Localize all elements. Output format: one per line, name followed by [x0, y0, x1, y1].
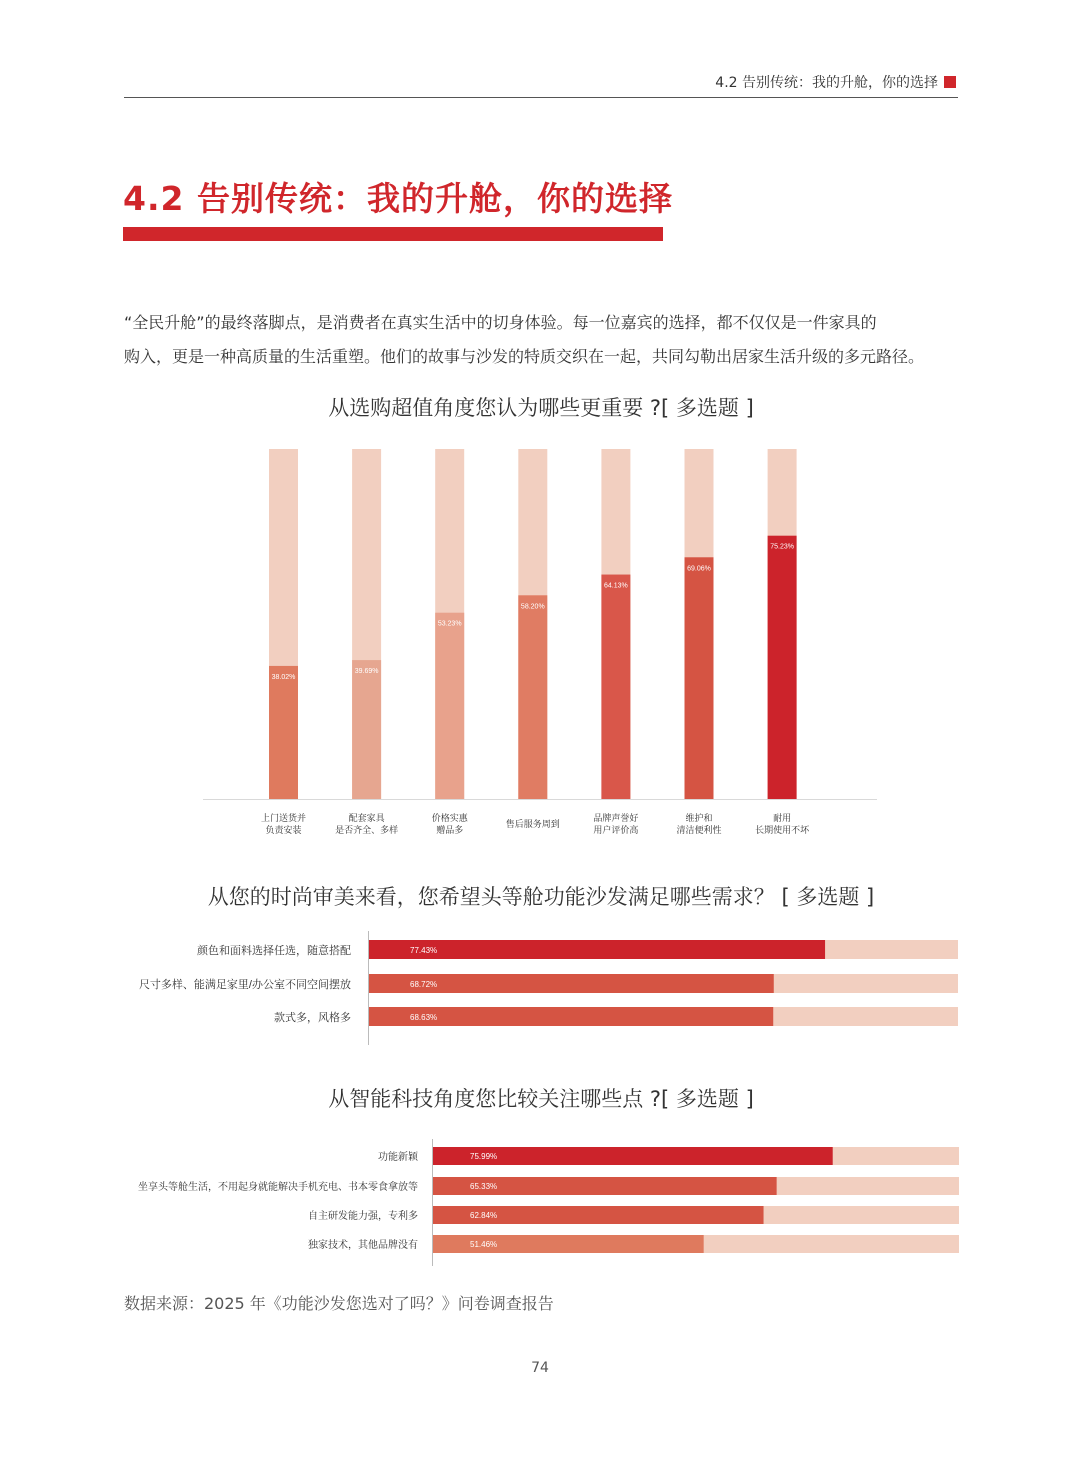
- chart-2-data-label-1: 68.72%: [410, 980, 438, 989]
- chart-1-category-label-3-0: 售后服务周到: [505, 819, 560, 829]
- running-header-title: 4.2 告别传统：我的升舱，你的选择: [715, 75, 938, 91]
- chart-3-data-label-2: 62.84%: [470, 1211, 498, 1220]
- page-number: 74: [531, 1360, 549, 1376]
- chart-1-bar-6: [768, 536, 797, 799]
- chart-1-category-label-4-1: 用户评价高: [593, 825, 639, 835]
- chart-1-data-label-3: 58.20%: [520, 603, 545, 611]
- chart-1-category-label-0-1: 负责安装: [265, 825, 302, 835]
- chart-1-bar-1: [352, 660, 381, 799]
- chart-1-category-label-5-1: 清洁便利性: [676, 825, 722, 835]
- chart-1-category-label-2-1: 赠品多: [436, 825, 464, 835]
- intro-line-1: “全民升舱”的最终落脚点，是消费者在真实生活中的切身体验。每一位嘉宾的选择，都不仅仅是一件家具的: [124, 313, 877, 332]
- chart-1-data-label-1: 39.69%: [354, 668, 379, 676]
- intro-line-2: 购入，更是一种高质量的生活重塑。他们的故事与沙发的特质交织在一起，共同勾勒出居家生活升级的多元路径。: [124, 347, 925, 366]
- chart-1-data-label-5: 69.06%: [687, 565, 711, 573]
- chart-2-bar-0: [369, 940, 825, 959]
- chart-1-data-label-4: 64.13%: [604, 582, 628, 590]
- chart-1-data-label-6: 75.23%: [770, 543, 794, 551]
- chart-1-bar-3: [518, 595, 547, 799]
- chart-1-bar-2: [435, 613, 464, 799]
- section-title: 4.2 告别传统：我的升舱，你的选择: [123, 179, 673, 218]
- chart-1-bar-5: [685, 557, 714, 799]
- chart-3-category-label-3: 独家技术，其他品牌没有: [308, 1240, 418, 1251]
- chart-1-category-label-0-0: 上门送货并: [260, 813, 307, 823]
- chart-1-category-label-1-1: 是否齐全、多样: [335, 825, 399, 835]
- chart-1-category-label-4-0: 品牌声誉好: [593, 813, 639, 823]
- chart-1-data-label-2: 53.23%: [437, 620, 462, 628]
- chart-1-bar-0: [269, 666, 298, 799]
- data-source-note: 数据来源：2025 年《功能沙发您选对了吗？》问卷调查报告: [124, 1294, 554, 1313]
- chart-1-title: 从选购超值角度您认为哪些更重要 ?[ 多选题 ]: [328, 396, 754, 420]
- chart-2-data-label-0: 77.43%: [410, 946, 438, 955]
- chart-2-category-label-1: 尺寸多样、能满足家里/办公室不同空间摆放: [138, 979, 351, 991]
- chart-2-data-label-2: 68.63%: [410, 1013, 438, 1022]
- chart-3-data-label-0: 75.99%: [470, 1152, 498, 1161]
- chart-3-category-label-1: 坐享头等舱生活，不用起身就能解决手机充电、书本零食拿放等: [138, 1182, 418, 1193]
- chart-2-category-label-2: 款式多，风格多: [274, 1012, 351, 1024]
- chart-3-category-label-2: 自主研发能力强，专利多: [308, 1211, 418, 1222]
- chart-1-data-label-0: 38.02%: [271, 673, 296, 681]
- chart-2-title: 从您的时尚审美来看，您希望头等舱功能沙发满足哪些需求？ [ 多选题 ]: [207, 885, 875, 909]
- chart-1-bar-4: [601, 575, 630, 799]
- chart-1-category-label-2-0: 价格实惠: [431, 813, 468, 823]
- chart-2-category-label-0: 颜色和面料选择任选，随意搭配: [197, 945, 351, 957]
- chart-1-category-label-6-1: 长期使用不坏: [755, 825, 810, 835]
- chart-3-data-label-3: 51.46%: [470, 1240, 498, 1249]
- chart-1-category-label-1-0: 配套家具: [348, 813, 385, 823]
- chart-1-category-label-5-0: 维护和: [685, 813, 713, 823]
- chart-3-category-label-0: 功能新颖: [378, 1152, 418, 1163]
- chart-3-title: 从智能科技角度您比较关注哪些点 ?[ 多选题 ]: [328, 1087, 754, 1111]
- chart-3-data-label-1: 65.33%: [470, 1182, 498, 1191]
- chart-1-category-label-6-0: 耐用: [773, 813, 792, 823]
